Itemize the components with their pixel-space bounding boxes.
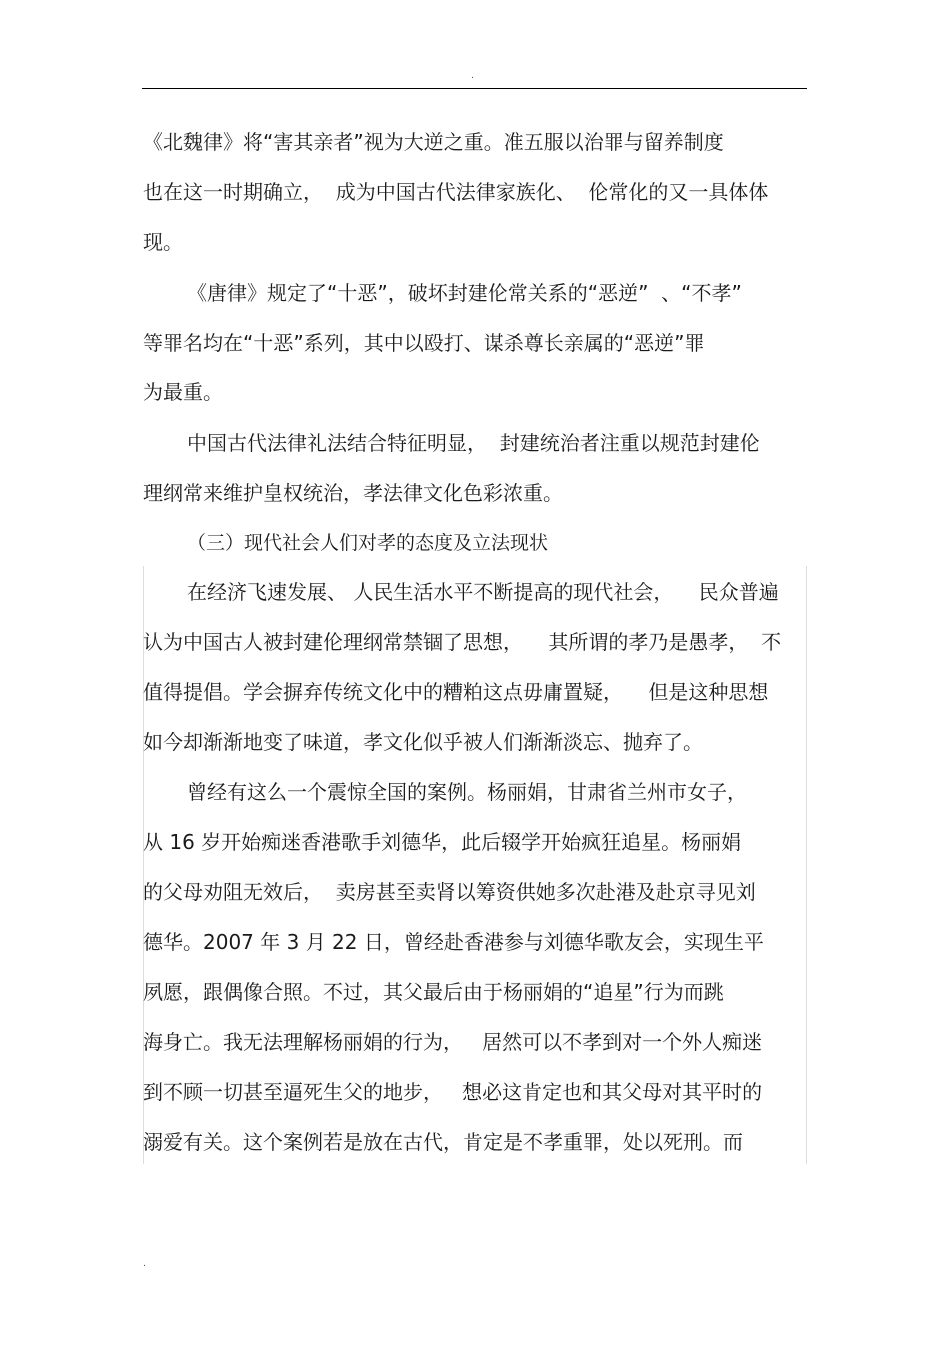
left-margin-line — [143, 566, 144, 1164]
text-line: 《北魏律》将“害其亲者”视为大逆之重。准五服以治罪与留养制度 — [143, 130, 724, 154]
text-line: 德华。2007 年 3 月 22 日，曾经赴香港参与刘德华歌友会，实现生平 — [143, 930, 764, 954]
text-line: 等罪名均在“十恶”系列，其中以殴打、谋杀尊长亲属的“恶逆”罪 — [143, 331, 705, 355]
text-line: 现。 — [143, 230, 183, 254]
text-line: 海身亡。我无法理解杨丽娟的行为， 居然可以不孝到对一个外人痴迷 — [143, 1030, 763, 1054]
text-line: 《唐律》规定了“十恶”，破坏封建伦常关系的“恶逆” 、“不孝” — [187, 281, 742, 305]
text-line: 夙愿，跟偶像合照。不过，其父最后由于杨丽娟的“追星”行为而跳 — [143, 980, 724, 1004]
text-line: 从 16 岁开始痴迷香港歌手刘德华，此后辍学开始疯狂追星。杨丽娟 — [143, 830, 742, 854]
text-line: 为最重。 — [143, 380, 223, 404]
text-line: 溺爱有关。这个案例若是放在古代，肯定是不孝重罪，处以死刑。而 — [143, 1130, 743, 1154]
header-mark: . — [471, 71, 474, 81]
text-line: 理纲常来维护皇权统治，孝法律文化色彩浓重。 — [143, 481, 563, 505]
text-line: 在经济飞速发展、 人民生活水平不断提高的现代社会， 民众普遍 — [187, 580, 779, 604]
text-line: 中国古代法律礼法结合特征明显， 封建统治者注重以规范封建伦 — [187, 431, 760, 455]
text-line: 认为中国古人被封建伦理纲常禁锢了思想， 其所谓的孝乃是愚孝， 不 — [143, 630, 782, 654]
text-line: 曾经有这么一个震惊全国的案例。杨丽娟，甘肃省兰州市女子， — [187, 780, 747, 804]
text-line: 的父母劝阻无效后， 卖房甚至卖肾以筹资供她多次赴港及赴京寻见刘 — [143, 880, 756, 904]
text-line: 到不顾一切甚至逼死生父的地步， 想必这肯定也和其父母对其平时的 — [143, 1080, 763, 1104]
right-margin-line — [806, 566, 807, 1164]
text-line: 如今却渐渐地变了味道，孝文化似乎被人们渐渐淡忘、抛弃了。 — [143, 730, 703, 754]
footer-mark: . — [143, 1259, 146, 1269]
text-line: 也在这一时期确立， 成为中国古代法律家族化、 伦常化的又一具体体 — [143, 180, 769, 204]
text-line: 值得提倡。学会摒弃传统文化中的糟粕这点毋庸置疑， 但是这种思想 — [143, 680, 769, 704]
section-heading: （三）现代社会人们对孝的态度及立法现状 — [187, 532, 549, 554]
header-rule — [142, 88, 807, 89]
